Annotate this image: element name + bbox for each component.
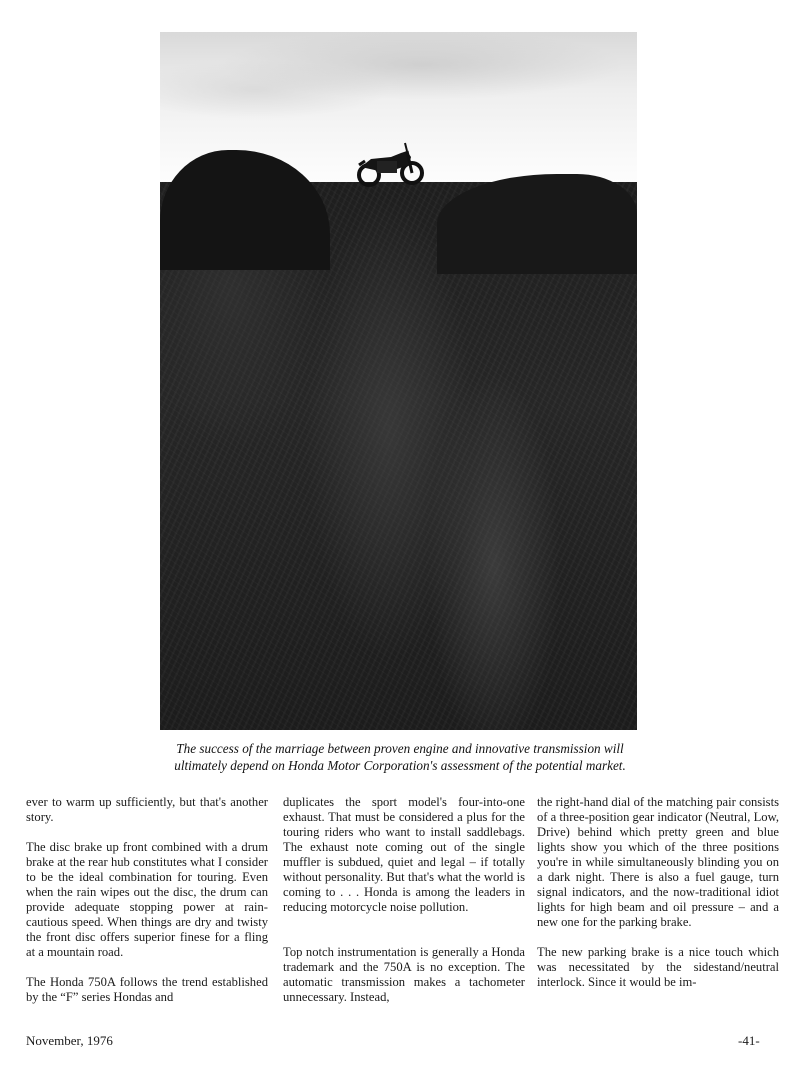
paragraph: The disc brake up front combined with a drum brake at the rear hub constitutes what I consider to be the ideal combination for touring. Even when the rain wipes out the disc, the drum can provide adequate stopping power at rain-cautious speed. When things are dry and twisty the front disc offers superior finese for a fling at a mountain road.	[26, 840, 268, 959]
issue-date: November, 1976	[26, 1033, 113, 1048]
article-photo	[160, 32, 637, 730]
page-number: -41-	[738, 1033, 760, 1048]
paragraph: Top notch instrumentation is generally a Honda trademark and the 750A is no exception. The automatic transmission makes a tachometer unnecessary. Instead,	[283, 945, 525, 1004]
photo-caption: The success of the marriage between proven engine and innovative transmission will ultimately depend on Honda Motor Corporation's assessment of the potential market.	[174, 741, 626, 773]
paragraph: The Honda 750A follows the trend established by the “F” series Hondas and	[26, 975, 268, 1004]
motorcycle-icon	[357, 139, 425, 189]
paragraph: The new parking brake is a nice touch which was necessitated by the sidestand/neutral interlock. Since it would be im-	[537, 945, 779, 989]
text-column-3	[537, 795, 779, 1005]
paragraph: ever to warm up sufficiently, but that's another story.	[26, 795, 268, 824]
text-column-1	[26, 795, 268, 1020]
text-column-2	[283, 795, 525, 1020]
paragraph: the right-hand dial of the matching pair consists of a three-position gear indicator (Neutral, Low, Drive) behind which pretty green and blue lights show you which of the three positions you're in while simultaneously blinding you on a dark night. There is also a fuel gauge, turn signal indicators, and the now-traditional idiot lights for high beam and oil pressure – and a new one for the parking brake.	[537, 795, 779, 929]
paragraph: duplicates the sport model's four-into-one exhaust. That must be considered a plus for the touring riders who want to install saddlebags. The exhaust note coming out of the single muffler is subdued, quiet and legal – if totally without personality. But that's what the world is coming to . . . Honda is among the leaders in reducing motorcycle noise pollution.	[283, 795, 525, 914]
